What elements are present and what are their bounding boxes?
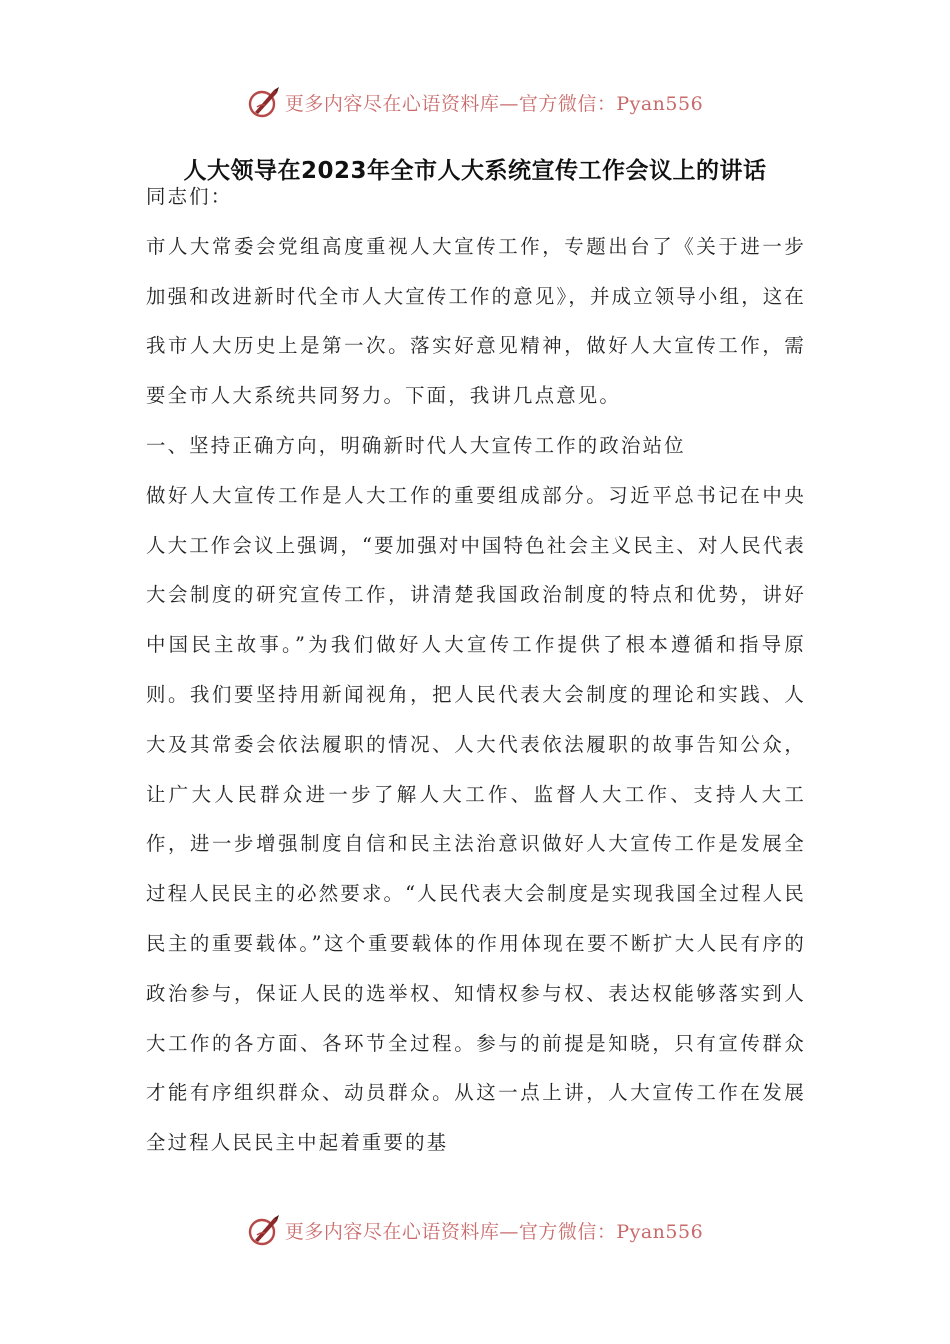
paragraph-intro: 市人大常委会党组高度重视人大宣传工作，专题出台了《关于进一步加强和改进新时代全市人大宣传工作的意见》，并成立领导小组，这在我市人大历史上是第一次。落实好意见精神，做好人大宣传工作，需要全市人大系统共同努力。下面，我讲几点意见。 bbox=[146, 234, 806, 408]
salutation: 同志们： bbox=[146, 185, 233, 208]
watermark-text: 更多内容尽在心语资料库—官方微信：Pyan556 bbox=[284, 1220, 704, 1243]
document-title: 人大领导在2023年全市人大系统宣传工作会议上的讲话 bbox=[183, 158, 767, 184]
watermark-text: 更多内容尽在心语资料库—官方微信：Pyan556 bbox=[284, 92, 704, 115]
quill-pen-logo-icon bbox=[247, 85, 281, 119]
quill-pen-logo-icon bbox=[247, 1213, 281, 1247]
document-body bbox=[146, 172, 806, 1168]
watermark-header bbox=[0, 82, 950, 122]
watermark-footer bbox=[0, 1210, 950, 1250]
paragraph-section-1: 做好人大宣传工作是人大工作的重要组成部分。习近平总书记在中央人大工作会议上强调，“要加强对中国特色社会主义民主、对人民代表大会制度的研究宣传工作，讲清楚我国政治制度的特点和优势，讲好中国民主故事。”为我们做好人大宣传工作提供了根本遵循和指导原则。我们要坚持用新闻视角，把人民代表大会制度的理论和实践、人大及其常委会依法履职的情况、人大代表依法履职的故事告知公众，让广大人民群众进一步了解人大工作、监督人大工作、支持人大工作，进一步增强制度自信和民主法治意识做好人大宣传工作是发展全过程人民民主的必然要求。“人民代表大会制度是实现我国全过程人民民主的重要载体。”这个重要载体的作用体现在要不断扩大人民有序的政治参与，保证人民的选举权、知情权参与权、表达权能够落实到人大工作的各方面、各环节全过程。参与的前提是知晓，只有宣传群众才能有序组织群众、动员群众。从这一点上讲，人大宣传工作在发展全过程人民民主中起着重要的基 bbox=[146, 483, 806, 1155]
section-heading-1: 一、坚持正确方向，明确新时代人大宣传工作的政治站位 bbox=[146, 433, 686, 457]
